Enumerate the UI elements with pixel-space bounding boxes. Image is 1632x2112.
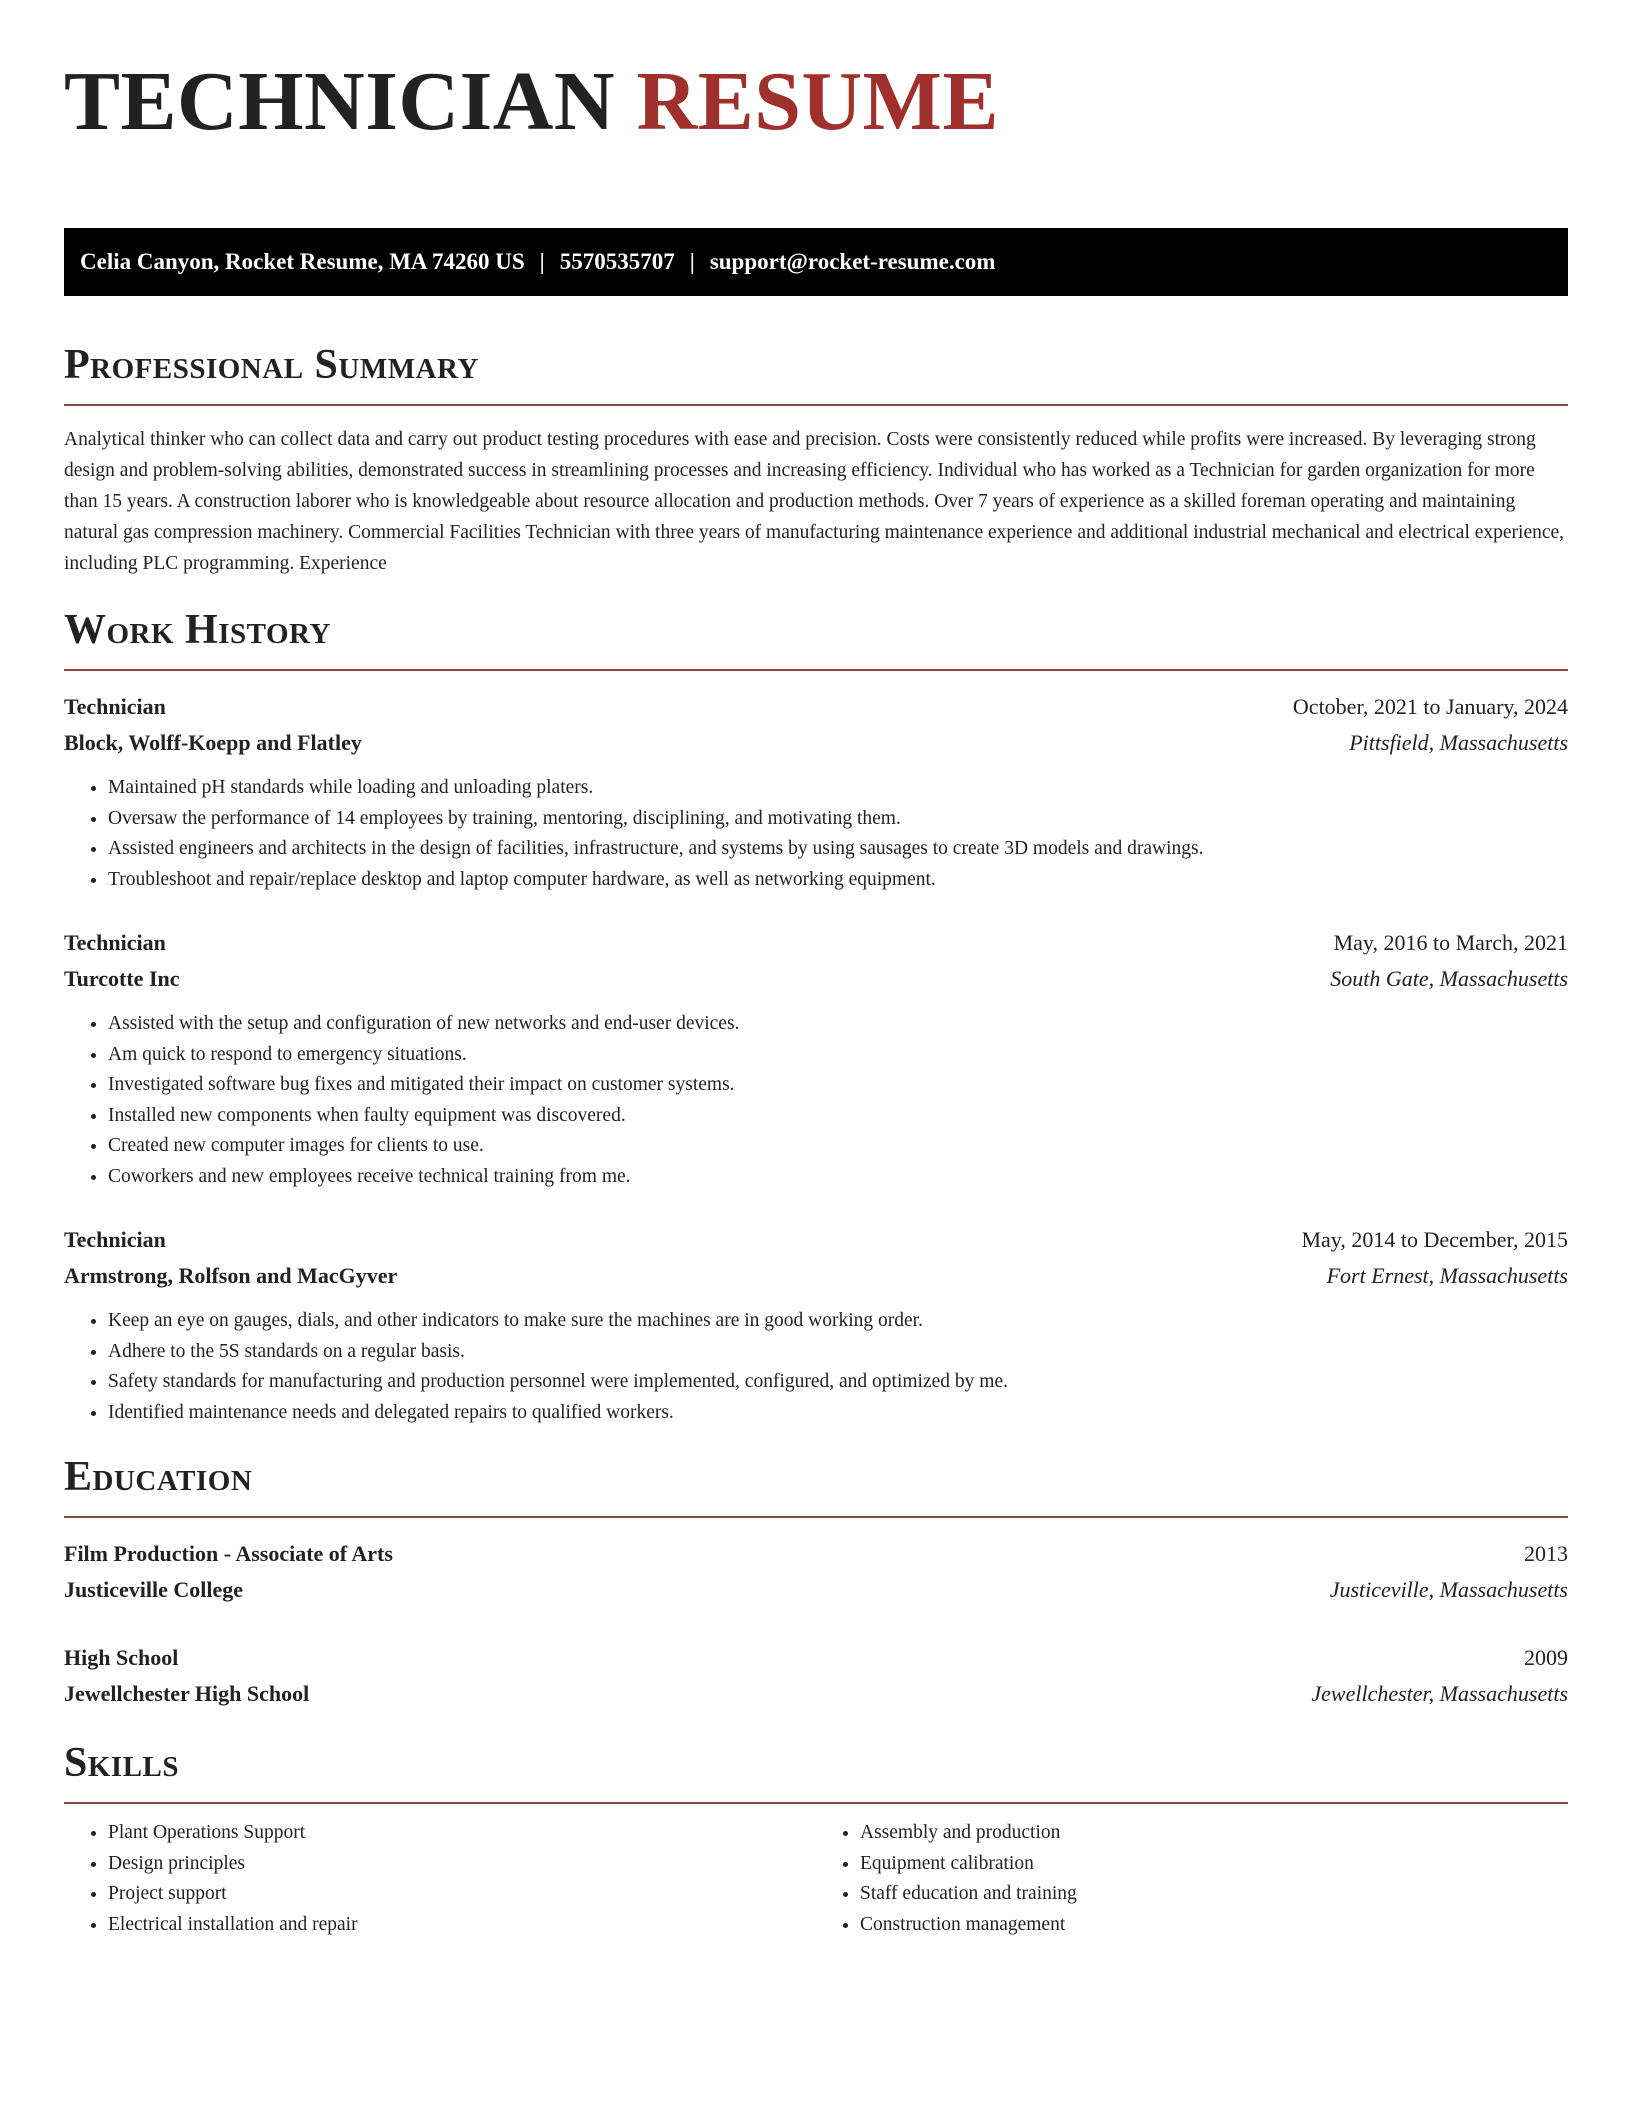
- contact-bar: [64, 228, 1568, 296]
- skill-item: • Construction management: [860, 1910, 1568, 1941]
- summary-text: Analytical thinker who can collect data and carry out product testing procedures with ease and precision. Costs were consistently reduced while profits were increased. By leveraging strong design and problem-solving abilities, demonstrated success in streamlining processes and increasing efficiency. Individual who has worked as a Technician for garden organization for more than 15 years. A construction laborer who is knowledgeable about resource allocation and production methods. Over 7 years of experience as a skilled foreman operating and maintaining natural gas compression machinery. Commercial Facilities Technician with three years of manufacturing maintenance experience and additional industrial mechanical and electrical experience, including PLC programming. Experience: [64, 429, 1565, 574]
- job-entry: [64, 1222, 1568, 1428]
- section-divider: [64, 669, 1568, 671]
- job-bullet: • Coworkers and new employees receive technical training from me.: [108, 1162, 1568, 1193]
- summary-section: [64, 340, 1568, 579]
- job-dates: May, 2014 to December, 2015: [1301, 1227, 1568, 1252]
- job-entry: [64, 925, 1568, 1192]
- skill-item: • Staff education and training: [860, 1879, 1568, 1910]
- title-part-2: RESUME: [636, 55, 999, 148]
- education-year: 2009: [1524, 1645, 1568, 1670]
- job-company: Block, Wolff-Koepp and Flatley: [64, 730, 362, 755]
- skill-item: • Plant Operations Support: [108, 1818, 816, 1849]
- education-location: Justiceville, Massachusetts: [1329, 1577, 1568, 1602]
- resume-title: [64, 52, 1568, 152]
- education-school: Jewellchester High School: [64, 1681, 310, 1706]
- job-bullet: • Installed new components when faulty equipment was discovered.: [108, 1101, 1568, 1132]
- education-year: 2013: [1524, 1541, 1568, 1566]
- education-heading: Education: [64, 1454, 253, 1500]
- job-location: Fort Ernest, Massachusetts: [1326, 1263, 1568, 1288]
- job-location: South Gate, Massachusetts: [1330, 966, 1568, 991]
- contact-separator: |: [539, 249, 545, 274]
- education-degree: High School: [64, 1645, 179, 1670]
- title-part-1: TECHNICIAN: [64, 55, 616, 148]
- work-history-heading: Work History: [64, 607, 331, 653]
- section-divider: [64, 404, 1568, 406]
- job-company: Armstrong, Rolfson and MacGyver: [64, 1263, 398, 1288]
- job-bullet: • Assisted engineers and architects in the design of facilities, infrastructure, and systems by using sausages to create 3D models and drawings.: [108, 834, 1568, 865]
- job-bullet: • Oversaw the performance of 14 employees by training, mentoring, disciplining, and motivating them.: [108, 804, 1568, 835]
- contact-separator: |: [689, 249, 695, 274]
- job-dates: May, 2016 to March, 2021: [1333, 930, 1568, 955]
- education-entry: [64, 1640, 1568, 1712]
- skill-item: • Project support: [108, 1879, 816, 1910]
- job-location: Pittsfield, Massachusetts: [1349, 730, 1568, 755]
- job-company: Turcotte Inc: [64, 966, 180, 991]
- contact-address: Celia Canyon, Rocket Resume, MA 74260 US: [80, 249, 525, 274]
- skills-list-right: [816, 1818, 1568, 1940]
- job-dates: October, 2021 to January, 2024: [1292, 694, 1568, 719]
- skills-list-left: [64, 1818, 816, 1940]
- job-bullet: • Am quick to respond to emergency situations.: [108, 1040, 1568, 1071]
- job-bullet: • Maintained pH standards while loading and unloading platers.: [108, 773, 1568, 804]
- job-entry: [64, 689, 1568, 895]
- job-bullet: • Identified maintenance needs and delegated repairs to qualified workers.: [108, 1398, 1568, 1429]
- work-history-section: [64, 605, 1568, 1428]
- skill-item: • Electrical installation and repair: [108, 1910, 816, 1941]
- skill-item: • Equipment calibration: [860, 1849, 1568, 1880]
- skills-columns: [64, 1804, 1568, 1940]
- skill-item: • Assembly and production: [860, 1818, 1568, 1849]
- education-entry: [64, 1536, 1568, 1608]
- job-bullet: • Keep an eye on gauges, dials, and other indicators to make sure the machines are in good working order.: [108, 1306, 1568, 1337]
- job-bullets: [64, 773, 1568, 895]
- section-divider: [64, 1516, 1568, 1518]
- summary-heading: Professional Summary: [64, 342, 479, 388]
- skills-section: [64, 1738, 1568, 1940]
- job-title: Technician: [64, 930, 166, 955]
- job-bullets: [64, 1306, 1568, 1428]
- job-bullet: • Safety standards for manufacturing and production personnel were implemented, configured, and optimized by me.: [108, 1367, 1568, 1398]
- job-bullet: • Adhere to the 5S standards on a regular basis.: [108, 1337, 1568, 1368]
- education-degree: Film Production - Associate of Arts: [64, 1541, 393, 1566]
- contact-email: support@rocket-resume.com: [709, 249, 996, 274]
- education-location: Jewellchester, Massachusetts: [1311, 1681, 1568, 1706]
- education-school: Justiceville College: [64, 1577, 244, 1602]
- job-bullets: [64, 1009, 1568, 1192]
- skill-item: • Design principles: [108, 1849, 816, 1880]
- job-title: Technician: [64, 694, 166, 719]
- skills-heading: Skills: [64, 1740, 180, 1786]
- job-bullet: • Assisted with the setup and configuration of new networks and end-user devices.: [108, 1009, 1568, 1040]
- job-bullet: • Created new computer images for clients to use.: [108, 1131, 1568, 1162]
- contact-phone: 5570535707: [559, 249, 675, 274]
- job-bullet: • Investigated software bug fixes and mitigated their impact on customer systems.: [108, 1070, 1568, 1101]
- education-section: [64, 1452, 1568, 1712]
- job-title: Technician: [64, 1227, 166, 1252]
- job-bullet: • Troubleshoot and repair/replace desktop and laptop computer hardware, as well as networking equipment.: [108, 865, 1568, 896]
